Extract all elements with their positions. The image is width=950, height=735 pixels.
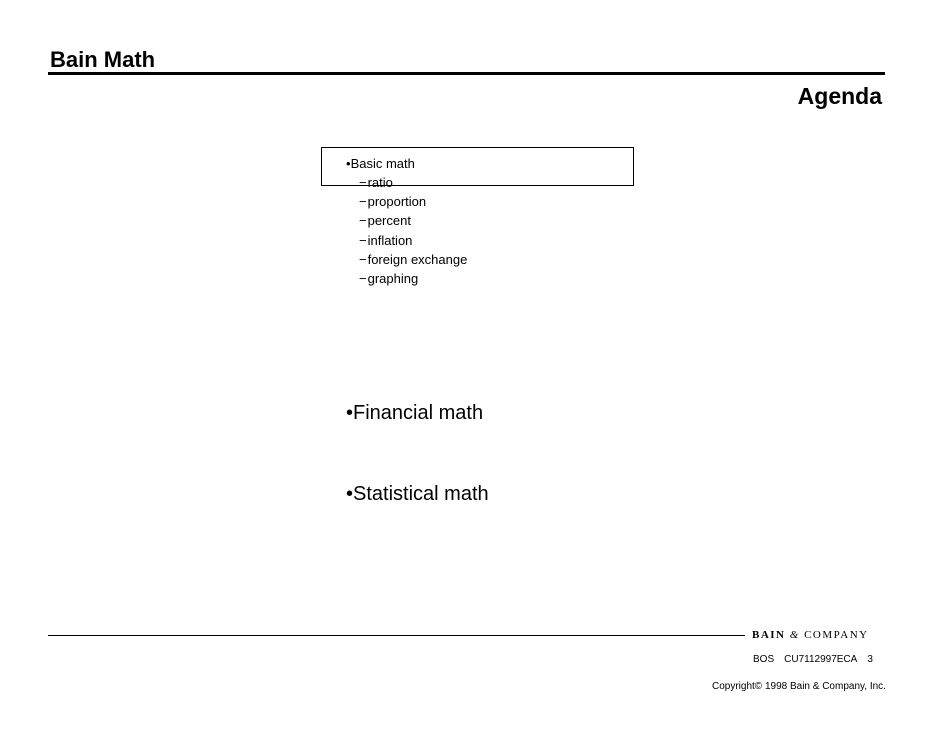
section-title: Agenda bbox=[797, 83, 882, 109]
agenda-item-label: Financial math bbox=[353, 402, 484, 424]
agenda-item-label: Statistical math bbox=[353, 483, 489, 505]
bullet-icon: • bbox=[346, 402, 354, 424]
sub-item-label: foreign exchange bbox=[367, 252, 468, 267]
copyright-notice: Copyright© 1998 Bain & Company, Inc. bbox=[712, 681, 886, 692]
bullet-icon: • bbox=[346, 483, 354, 505]
sub-item-graphing bbox=[359, 271, 418, 287]
dash-icon: − bbox=[359, 175, 367, 190]
dash-icon: − bbox=[359, 233, 367, 248]
sub-item-percent bbox=[359, 213, 411, 229]
sub-item-label: percent bbox=[367, 213, 411, 228]
agenda-item-financial-math bbox=[346, 401, 483, 425]
footer-divider bbox=[48, 635, 745, 636]
sub-item-ratio bbox=[359, 175, 393, 191]
page-number: 3 bbox=[867, 654, 873, 665]
document-title: Bain Math bbox=[50, 47, 156, 72]
dash-icon: − bbox=[359, 213, 367, 228]
office-code: BOS bbox=[753, 654, 775, 665]
agenda-item-basic-math bbox=[346, 156, 415, 172]
title-divider bbox=[48, 72, 885, 75]
sub-item-label: graphing bbox=[367, 271, 419, 286]
dash-icon: − bbox=[359, 252, 367, 267]
dash-icon: − bbox=[359, 194, 367, 209]
sub-item-label: ratio bbox=[367, 175, 393, 190]
sub-item-foreign-exchange bbox=[359, 252, 467, 268]
dash-icon: − bbox=[359, 271, 367, 286]
sub-item-label: proportion bbox=[367, 194, 427, 209]
sub-item-label: inflation bbox=[367, 233, 413, 248]
footer-document-ids bbox=[753, 654, 883, 666]
sub-item-inflation bbox=[359, 233, 412, 249]
company-logo: BAIN & COMPANY bbox=[752, 629, 869, 641]
sub-item-proportion bbox=[359, 194, 426, 210]
bullet-icon: • bbox=[346, 156, 351, 171]
agenda-item-statistical-math bbox=[346, 482, 489, 506]
agenda-item-label: Basic math bbox=[350, 156, 415, 171]
document-code: CU7112997ECA bbox=[784, 654, 858, 665]
